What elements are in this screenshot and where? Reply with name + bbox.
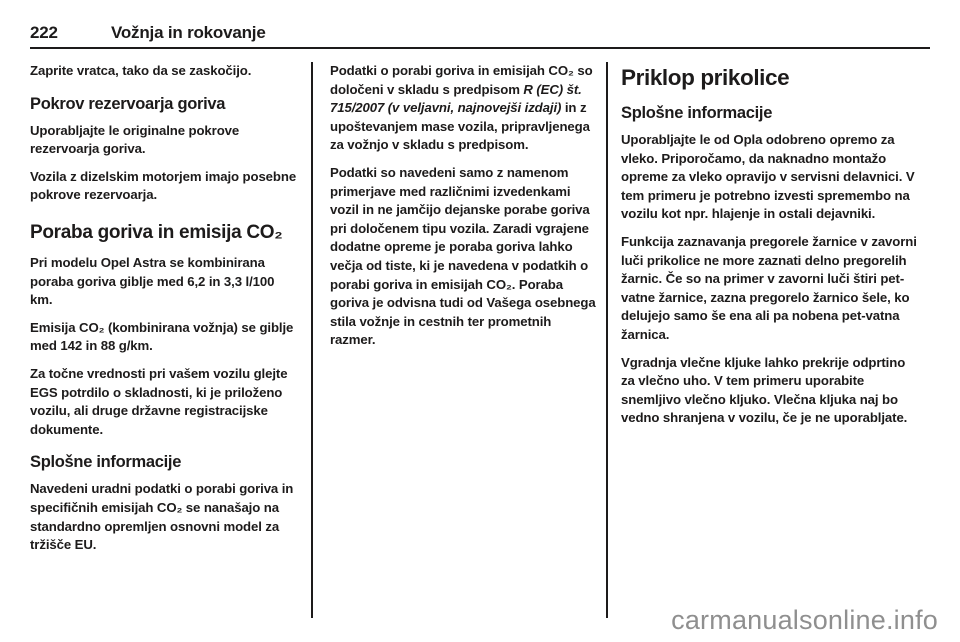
paragraph-fuel-cap-2: Vozila z dizelskim motorjem imajo posebne pokrove rezervoarja. <box>30 168 297 203</box>
column-3 <box>621 62 917 437</box>
paragraph-consumption-3: Za točne vrednosti pri vašem vozilu glejte EGS potrdilo o skladnosti, ki je priloženo vozilu, ali druge državne registracijske dokumente. <box>30 365 288 437</box>
page-number: 222 <box>30 23 58 42</box>
heading-trailer-hitch: Priklop prikolice <box>621 65 790 90</box>
heading-general-info-col1: Splošne informacije <box>30 453 182 472</box>
regulation-text-lead: Podatki o porabi goriva in emisijah CO₂ so določeni v skladu s predpisom <box>330 63 593 97</box>
paragraph-regulation <box>330 62 596 155</box>
watermark-carmanualsonline: carmanualsonline.info <box>671 605 938 635</box>
regulation-text-tail: in z upoštevanjem mase vozila, pripravljenega za vožnjo v skladu s predpisom. <box>330 100 590 153</box>
heading-fuel-consumption: Poraba goriva in emisija CO₂ <box>30 221 283 243</box>
column-1 <box>30 62 298 564</box>
paragraph-general-1: Navedeni uradni podatki o porabi goriva in specifičnih emisijah CO₂ se nanašajo na standardno opremljen osnovni model za tržišče EU. <box>30 481 294 553</box>
header-rule <box>30 47 930 49</box>
paragraph-fuel-cap-1: Uporabljajte le originalne pokrove rezervoarja goriva. <box>30 122 240 157</box>
paragraph-close-flap: Zaprite vratca, tako da se zaskočijo. <box>30 63 252 78</box>
column-divider-1 <box>311 62 313 618</box>
paragraph-comparison-note: Podatki so navedeni samo z namenom primerjave med različnimi izvedenkami vozil in ne jamčijo dejanske porabe goriva pri določenem tipu vozila. Zaradi vgrajene dodatne opreme je poraba goriva lahko večja od tiste, ki je navedena v podatkih o porabi goriva in emisijah CO₂. Poraba goriva je odvisna tudi od Vašega osebnega stila vožnje in cestnih ter prometnih razmer. <box>330 164 596 348</box>
paragraph-consumption-1: Pri modelu Opel Astra se kombinirana poraba goriva giblje med 6,2 in 3,3 l/100 km. <box>30 254 275 308</box>
chapter-title: Vožnja in rokovanje <box>111 23 266 42</box>
paragraph-towing-1: Uporabljajte le od Opla odobreno opremo za vleko. Priporočamo, da naknadno montažo opreme za vleko opravijo v servisni delavnici. V tem primeru je potrebno izvesti spremembo na vozilu kot npr. hlajenje in ostali dejavniki. <box>621 132 915 222</box>
heading-fuel-cap: Pokrov rezervoarja goriva <box>30 94 226 113</box>
column-2 <box>330 62 596 359</box>
regulation-reference: R (EC) št. 715/2007 (v veljavni, najnovejši izdaji) <box>330 81 582 116</box>
heading-general-info-col3: Splošne informacije <box>621 104 773 122</box>
paragraph-towing-3: Vgradnja vlečne kljuke lahko prekrije odprtino za vlečno uho. V tem primeru uporabite snemljivo vlečno kljuko. Vlečna kljuka naj bo vedno shranjena v vozilu, če je ne uporabljate. <box>621 354 908 426</box>
column-divider-2 <box>606 62 608 618</box>
paragraph-consumption-2: Emisija CO₂ (kombinirana vožnja) se giblje med 142 in 88 g/km. <box>30 319 294 354</box>
paragraph-towing-2: Funkcija zaznavanja pregorele žarnice v zavorni luči prikolice ne more zaznati delno pregorelih žarnic. Če so na primer v zavorni luči štiri pet-vatne žarnice, zazna pregorelo žarnico šele, ko delujejo samo še ena ali pa nobena pet-vatna žarnica. <box>621 233 917 342</box>
